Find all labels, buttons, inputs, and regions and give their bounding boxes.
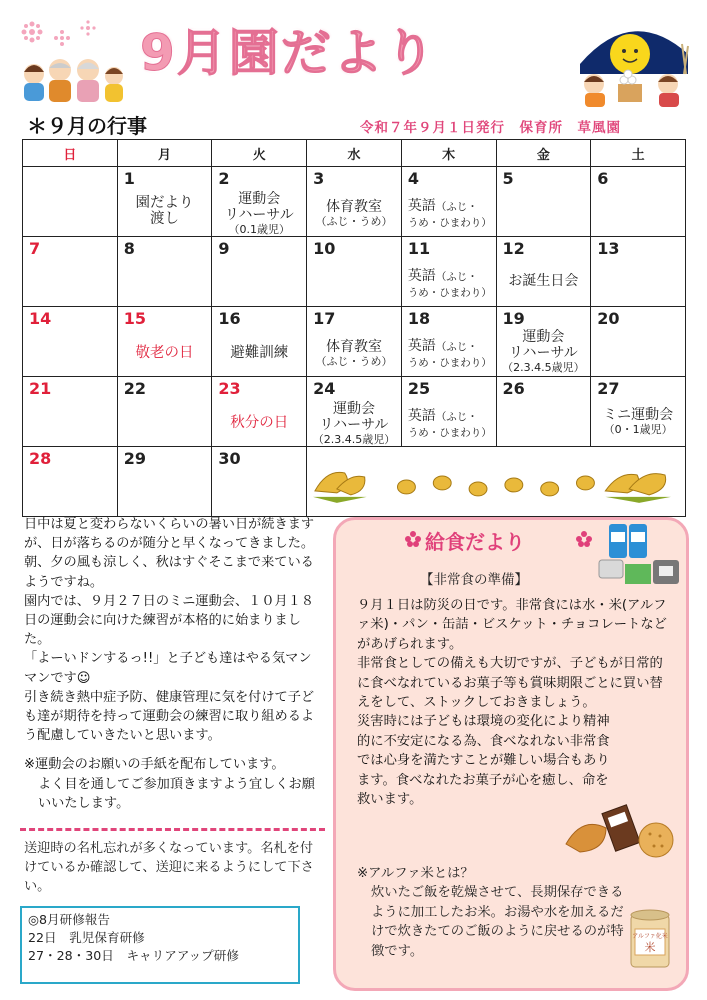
day-number: 27: [597, 379, 620, 398]
calendar-cell: [212, 307, 307, 377]
day-number: 30: [218, 449, 241, 468]
calendar-cell: [23, 307, 118, 377]
dashed-divider: [20, 828, 325, 831]
event-text: うめ・ひまわり）: [407, 287, 492, 299]
alpha-rice-question: ※アルファ米とは？: [357, 866, 474, 881]
snacks-illustration-icon: [562, 800, 677, 860]
greeting-paragraph: 園内では、９月２７日のミニ運動会、１０月１８日の運動会に向けた練習が本格的に始まりました。: [24, 593, 315, 648]
day-number: 24: [313, 379, 336, 398]
event-text: （ふじ・: [435, 201, 478, 213]
calendar-cell: [496, 307, 591, 377]
calendar-week: [23, 377, 686, 447]
day-number: 19: [502, 309, 525, 328]
flower-icon: [405, 531, 421, 547]
calendar-cell: [591, 307, 686, 377]
calendar-cell: [117, 167, 212, 237]
event-text: 英語: [407, 268, 436, 284]
calendar-cell: [591, 237, 686, 307]
event-pe-class: [307, 199, 401, 228]
event-pe-class: [307, 339, 401, 368]
day-number: 25: [407, 379, 431, 398]
event-newsletter: [118, 195, 212, 227]
event-autumn-equinox: 秋分の日: [230, 415, 289, 431]
events-heading: ＊９月の行事: [27, 114, 147, 138]
calendar-cell: [496, 167, 591, 237]
day-number: 2: [218, 169, 230, 188]
event-text: うめ・ひまわり）: [407, 357, 492, 369]
event-text: リハーサル: [508, 345, 578, 361]
weekday-fri: 金: [496, 140, 591, 167]
chestnut-sweet-potato-decoration-icon: [307, 447, 685, 505]
day-number: 26: [502, 379, 525, 398]
weekday-header-row: [23, 140, 686, 167]
calendar-cell: [23, 237, 118, 307]
calendar-cell: [307, 237, 402, 307]
day-number: 6: [597, 169, 609, 188]
greeting-paragraph: 引き続き熱中症予防、健康管理に気を付けて子ども達が期待を持って運動会の練習に取り組めるよう配慮していきたいと思います。: [24, 689, 315, 744]
event-text: （ふじ・うめ）: [315, 355, 393, 368]
day-number: 20: [597, 309, 620, 328]
calendar-cell: [117, 307, 212, 377]
day-number: 17: [313, 309, 336, 328]
calendar-cell: [23, 167, 118, 237]
emergency-supplies-icon: [595, 520, 685, 590]
event-text: リハーサル: [224, 207, 294, 223]
notice-line: ※運動会のお願いの手紙を配布しています。: [24, 757, 285, 773]
event-text: ミニ運動会: [603, 407, 674, 423]
calendar-cell: [212, 377, 307, 447]
day-number: 29: [123, 449, 146, 468]
day-number: 3: [313, 169, 325, 188]
event-text: 体育教室: [325, 199, 382, 215]
calendar-cell: [307, 377, 402, 447]
calendar-cell: [23, 447, 118, 517]
day-number: 11: [407, 239, 431, 258]
event-text: 運動会: [522, 329, 565, 345]
calendar-cell: [591, 377, 686, 447]
day-number: 16: [218, 309, 241, 328]
lunch-body: [357, 596, 667, 809]
event-text: 英語: [407, 408, 436, 424]
event-text: 園だより: [135, 195, 194, 211]
lunch-subtitle: 【非常食の準備】: [420, 572, 528, 588]
flower-icon: [576, 531, 592, 547]
day-number: 23: [218, 379, 241, 398]
event-text: （2.3.4.5歳児）: [312, 433, 396, 446]
event-text: （0・1歳児）: [603, 423, 673, 436]
event-text: うめ・ひまわり）: [407, 427, 492, 439]
calendar-cell: [23, 377, 118, 447]
calendar-cell: [307, 447, 686, 517]
day-number: 7: [29, 239, 41, 258]
greeting-text: [24, 515, 324, 813]
greeting-paragraph: 「よーいドンするっ!!」と子ども達はやる気マンマンです☺: [24, 651, 312, 686]
report-line: 22日 乳児保育研修: [28, 930, 145, 945]
day-number: 12: [502, 239, 525, 258]
event-text: 渡し: [150, 211, 180, 227]
calendar-cell: [212, 447, 307, 517]
event-text: （2.3.4.5歳児）: [502, 361, 585, 374]
day-number: 22: [123, 379, 146, 398]
name-tag-reminder: 送迎時の名札忘れが多くなっています。名札を付けているか確認して、送迎に来るようにして下さい。: [24, 841, 314, 895]
event-evacuation-drill: 避難訓練: [230, 345, 289, 361]
calendar-cell: [401, 377, 496, 447]
event-text: （0.1歳児）: [228, 223, 290, 236]
day-number: 13: [597, 239, 620, 258]
calendar-cell: [401, 167, 496, 237]
calendar-cell: [401, 307, 496, 377]
event-text: 体育教室: [325, 339, 382, 355]
alpha-rice-section: [357, 864, 657, 961]
calendar-cell: [117, 377, 212, 447]
event-text: （ふじ・うめ）: [315, 215, 393, 228]
training-report-box: [20, 906, 300, 984]
calendar-cell: [307, 307, 402, 377]
calendar-cell: [401, 237, 496, 307]
weekday-sat: 土: [591, 140, 686, 167]
events-calendar: [22, 139, 686, 517]
page-title: 9月園だより: [140, 24, 437, 82]
can-rice-glyph: 米: [644, 941, 656, 954]
day-number: 15: [123, 309, 146, 328]
calendar-cell: [496, 377, 591, 447]
lunch-title: 給食だより: [425, 530, 525, 554]
day-number: 4: [407, 169, 419, 188]
day-number: 9: [218, 239, 230, 258]
event-english: [408, 199, 492, 231]
calendar-cell: [496, 237, 591, 307]
day-number: 14: [29, 309, 52, 328]
event-rehearsal: [497, 329, 591, 374]
lunch-paragraph: ９月１日は防災の日です。非常食には水・米(アルファ米)・パン・缶詰・ビスケット・チョコレートなどがあげられます。: [357, 598, 667, 652]
day-number: 21: [29, 379, 52, 398]
calendar-cell: [591, 167, 686, 237]
event-english: [408, 339, 492, 371]
calendar-cell: [117, 447, 212, 517]
calendar-cell: [307, 167, 402, 237]
event-respect-aged-day: 敬老の日: [135, 345, 194, 361]
event-text: 英語: [407, 198, 436, 214]
weekday-thu: 木: [401, 140, 496, 167]
greeting-paragraph: 日中は夏と変わらないくらいの暑い日が続きますが、日が落ちるのが随分と早くなってきました。朝、夕の風も涼しく、秋はすぐそこまで来ているようですね。: [24, 517, 315, 590]
event-text: （ふじ・: [435, 341, 478, 353]
weekday-wed: 水: [307, 140, 402, 167]
event-text: （ふじ・: [435, 411, 478, 423]
event-english: [408, 269, 492, 301]
event-english: [408, 409, 492, 441]
event-text: 英語: [407, 338, 436, 354]
lunch-paragraph: 災害時には子どもは環境の変化により精神的に不安定になる為、食べなれない非常食では心身を満たすことが難しい場合もあります。食べなれたお菓子が心を癒し、命を救います。: [357, 714, 610, 808]
report-line: 27・28・30日 キャリアアップ研修: [28, 948, 239, 963]
day-number: 5: [502, 169, 514, 188]
day-number: 18: [407, 309, 431, 328]
calendar-cell: [117, 237, 212, 307]
weekday-tue: 火: [212, 140, 307, 167]
day-number: 10: [313, 239, 336, 258]
event-text: リハーサル: [319, 417, 389, 433]
report-title: ◎8月研修報告: [28, 912, 110, 927]
weekday-mon: 月: [117, 140, 212, 167]
alpha-rice-answer: 炊いたご飯を乾燥させて、長期保存できるように加工したお米。お湯や水を加えるだけで炊きたてのご飯のように戻せるのが特徴です。: [371, 885, 624, 959]
event-text: （ふじ・: [435, 271, 478, 283]
notice-line: よく目を通してご参加頂きますよう宜しくお願いいたします。: [38, 776, 315, 811]
day-number: 1: [123, 169, 135, 188]
event-mini-sports-day: [591, 407, 685, 436]
event-text: うめ・ひまわり）: [407, 217, 492, 229]
event-rehearsal: [212, 191, 306, 236]
calendar-cell: [212, 167, 307, 237]
weekday-sun: 日: [23, 140, 118, 167]
lunch-paragraph: 非常食としての備えも大切ですが、子どもが日常的に食べなれているお菓子等も賞味期限ごとに買い替えをして、ストックしておきましょう。: [357, 656, 663, 711]
calendar-week: [23, 447, 686, 517]
event-text: 運動会: [238, 191, 281, 207]
moon-viewing-illustration-icon: [570, 14, 695, 108]
grandparents-children-illustration-icon: [18, 52, 128, 104]
calendar-week: [23, 237, 686, 307]
calendar-week: [23, 307, 686, 377]
calendar-cell: [212, 237, 307, 307]
event-birthday: お誕生日会: [508, 273, 579, 289]
issue-info: 令和７年９月１日発行 保育所 草風園: [360, 120, 621, 136]
event-text: 運動会: [332, 401, 375, 417]
day-number: 28: [29, 449, 52, 468]
calendar-week: [23, 167, 686, 237]
event-rehearsal: [307, 401, 401, 446]
day-number: 8: [123, 239, 135, 258]
can-label: アルファ化米: [632, 933, 668, 940]
alpha-rice-can-icon: [625, 905, 675, 971]
